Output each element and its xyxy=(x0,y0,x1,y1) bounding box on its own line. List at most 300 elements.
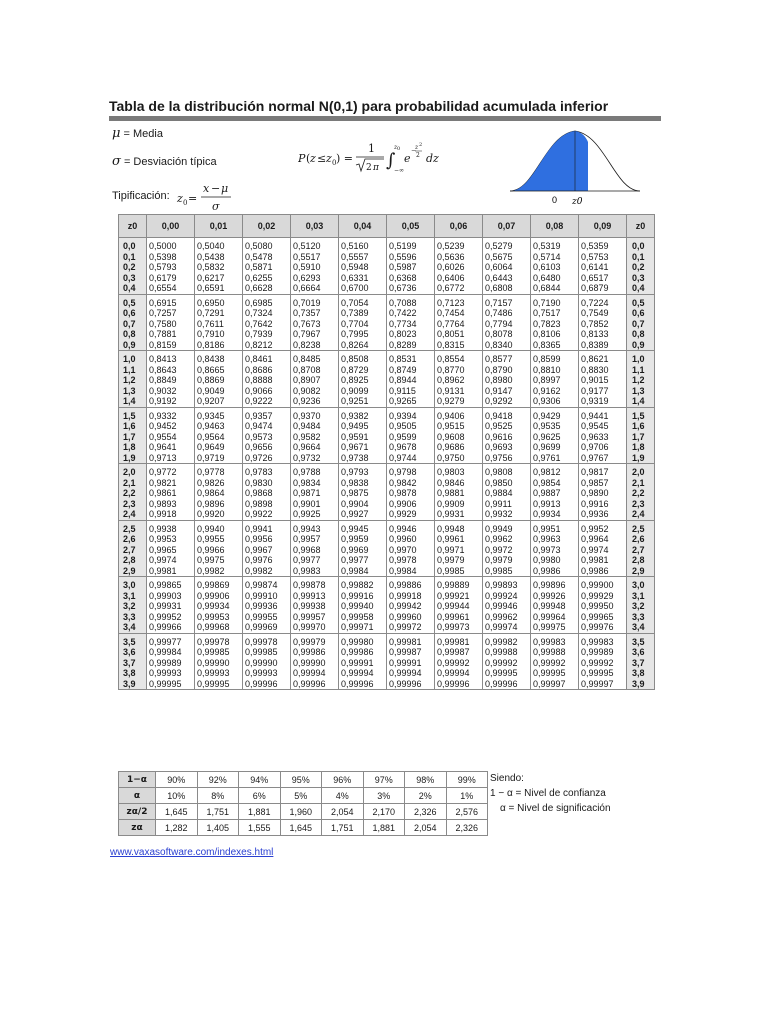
z-table-row xyxy=(119,351,655,365)
source-link[interactable]: www.vaxasoftware.com/indexes.html xyxy=(110,847,274,858)
z-table-cell: 0,9955 xyxy=(195,534,243,545)
z-table-cell: 0,9977 xyxy=(291,555,339,566)
z-table-cell: 0,9332 xyxy=(147,407,195,421)
z-table-cell: 0,99997 xyxy=(579,679,627,690)
z-table-cell: 0,99955 xyxy=(243,612,291,623)
confidence-table-cell: 1,960 xyxy=(280,804,322,820)
z-row-label-right: 0,6 xyxy=(627,308,655,319)
z-table-cell: 0,5120 xyxy=(291,238,339,252)
z-table-row xyxy=(119,647,655,658)
z-table-cell: 0,7967 xyxy=(291,329,339,340)
z-row-label: 1,1 xyxy=(119,365,147,376)
z-table-cell: 0,7852 xyxy=(579,319,627,330)
z-row-label-right: 1,0 xyxy=(627,351,655,365)
z-table-cell: 0,99869 xyxy=(195,577,243,591)
z-table-cell: 0,99973 xyxy=(435,622,483,633)
z-table-cell: 0,99964 xyxy=(531,612,579,623)
z-table-cell: 0,99944 xyxy=(435,601,483,612)
z-column-header: 0,02 xyxy=(243,215,291,238)
z-table-cell: 0,8078 xyxy=(483,329,531,340)
z-table-cell: 0,9980 xyxy=(531,555,579,566)
z-table-cell: 0,5636 xyxy=(435,252,483,263)
confidence-level-table xyxy=(118,771,488,836)
confidence-table-cell: 2,054 xyxy=(405,820,447,836)
z-row-label: 0,6 xyxy=(119,308,147,319)
z-table-cell: 0,8944 xyxy=(387,375,435,386)
z-table-cell: 0,9778 xyxy=(195,464,243,478)
z-table-cell: 0,9591 xyxy=(339,432,387,443)
z-row-label-right: 2,9 xyxy=(627,566,655,577)
z-table-cell: 0,6331 xyxy=(339,273,387,284)
z-table-cell: 0,9940 xyxy=(195,520,243,534)
z-row-label-right: 1,7 xyxy=(627,432,655,443)
z-table-cell: 0,9977 xyxy=(339,555,387,566)
confidence-table-cell: 5% xyxy=(280,788,322,804)
z-row-label-right: 0,5 xyxy=(627,294,655,308)
z-table-cell: 0,9976 xyxy=(243,555,291,566)
svg-text:2: 2 xyxy=(419,142,423,148)
z-row-label: 2,5 xyxy=(119,520,147,534)
z-table-cell: 0,5080 xyxy=(243,238,291,252)
z-table-cell: 0,99985 xyxy=(195,647,243,658)
z-table-cell: 0,9484 xyxy=(291,421,339,432)
confidence-table-cell: 1,881 xyxy=(239,804,281,820)
z-table-cell: 0,99921 xyxy=(435,591,483,602)
z-row-label: 2,4 xyxy=(119,509,147,520)
z-table-header-row xyxy=(119,215,655,238)
z-table-cell: 0,99965 xyxy=(579,612,627,623)
z-table-cell: 0,6664 xyxy=(291,283,339,294)
z-column-header: 0,06 xyxy=(435,215,483,238)
z-table-cell: 0,7088 xyxy=(387,294,435,308)
svg-text:2: 2 xyxy=(366,163,372,173)
z-table-cell: 0,9909 xyxy=(435,499,483,510)
z-table-cell: 0,9693 xyxy=(483,442,531,453)
z-table-cell: 0,99990 xyxy=(243,658,291,669)
z-table-cell: 0,7734 xyxy=(387,319,435,330)
z-table-cell: 0,9960 xyxy=(387,534,435,545)
z-table-cell: 0,9808 xyxy=(483,464,531,478)
z-table-row xyxy=(119,308,655,319)
z-table-cell: 0,9972 xyxy=(483,545,531,556)
z-table-cell: 0,9846 xyxy=(435,478,483,489)
z-row-label-right: 0,9 xyxy=(627,340,655,351)
z-row-label: 0,8 xyxy=(119,329,147,340)
z-table-cell: 0,8238 xyxy=(291,340,339,351)
z-table-cell: 0,8340 xyxy=(483,340,531,351)
z-table-cell: 0,7422 xyxy=(387,308,435,319)
z-table-cell: 0,6064 xyxy=(483,262,531,273)
confidence-table-cell: 2,326 xyxy=(405,804,447,820)
z-table-row xyxy=(119,633,655,647)
svg-text:z: z xyxy=(310,152,316,165)
mu-label: = Media xyxy=(123,128,163,140)
z-table-row xyxy=(119,478,655,489)
z-table-cell: 0,7019 xyxy=(291,294,339,308)
z-table-cell: 0,7157 xyxy=(483,294,531,308)
z-table-cell: 0,99993 xyxy=(147,668,195,679)
confidence-table-cell: 6% xyxy=(239,788,281,804)
z-table-row xyxy=(119,591,655,602)
z-table-cell: 0,7291 xyxy=(195,308,243,319)
z-table-cell: 0,6103 xyxy=(531,262,579,273)
z-table-cell: 0,9945 xyxy=(339,520,387,534)
z-table-cell: 0,9838 xyxy=(339,478,387,489)
z-table-cell: 0,9633 xyxy=(579,432,627,443)
z-row-label: 2,9 xyxy=(119,566,147,577)
z-table-cell: 0,9599 xyxy=(387,432,435,443)
z-table-cell: 0,9951 xyxy=(531,520,579,534)
confidence-table-row xyxy=(119,804,488,820)
z-table-cell: 0,8485 xyxy=(291,351,339,365)
z-table-cell: 0,6554 xyxy=(147,283,195,294)
z-table-cell: 0,9761 xyxy=(531,453,579,464)
z-table-cell: 0,9015 xyxy=(579,375,627,386)
z-table-cell: 0,6985 xyxy=(243,294,291,308)
z-table-cell: 0,9984 xyxy=(339,566,387,577)
z-table-cell: 0,99988 xyxy=(531,647,579,658)
z-table-cell: 0,7549 xyxy=(579,308,627,319)
z-row-label: 3,4 xyxy=(119,622,147,633)
z-row-label-right: 0,8 xyxy=(627,329,655,340)
z-table-cell: 0,99906 xyxy=(195,591,243,602)
z-table-cell: 0,9463 xyxy=(195,421,243,432)
z-table-cell: 0,9842 xyxy=(387,478,435,489)
z-table-container xyxy=(118,214,655,766)
svg-text:∫: ∫ xyxy=(386,150,396,171)
z-table-cell: 0,6879 xyxy=(579,283,627,294)
z-row-label-right: 3,0 xyxy=(627,577,655,591)
z-table-cell: 0,9830 xyxy=(243,478,291,489)
z-table-cell: 0,9943 xyxy=(291,520,339,534)
z-table-row xyxy=(119,442,655,453)
z-table-cell: 0,5557 xyxy=(339,252,387,263)
z-table-cell: 0,8133 xyxy=(579,329,627,340)
z-table-cell: 0,5000 xyxy=(147,238,195,252)
z-table-row xyxy=(119,545,655,556)
z-table-cell: 0,9207 xyxy=(195,396,243,407)
mu-symbol: μ xyxy=(112,126,121,141)
z-table-cell: 0,9934 xyxy=(531,509,579,520)
z-table-cell: 0,9726 xyxy=(243,453,291,464)
z-table-cell: 0,99984 xyxy=(147,647,195,658)
z-table-row xyxy=(119,386,655,397)
z-table-cell: 0,8577 xyxy=(483,351,531,365)
z-table-cell: 0,99990 xyxy=(291,658,339,669)
z-row-label: 0,0 xyxy=(119,238,147,252)
z-table-cell: 0,9767 xyxy=(579,453,627,464)
z-table-cell: 0,99972 xyxy=(387,622,435,633)
confidence-table-cell: 2% xyxy=(405,788,447,804)
z-table-cell: 0,99903 xyxy=(147,591,195,602)
z-corner-header-right: z0 xyxy=(627,215,655,238)
z-table-cell: 0,99975 xyxy=(531,622,579,633)
z-table-cell: 0,9664 xyxy=(291,442,339,453)
z-table-cell: 0,9890 xyxy=(579,488,627,499)
z-table-cell: 0,5040 xyxy=(195,238,243,252)
z-table-cell: 0,5478 xyxy=(243,252,291,263)
z-table-cell: 0,8365 xyxy=(531,340,579,351)
z-table-cell: 0,99995 xyxy=(483,668,531,679)
z-row-label-right: 3,2 xyxy=(627,601,655,612)
z-row-label: 1,5 xyxy=(119,407,147,421)
z-table-row xyxy=(119,319,655,330)
z-table-cell: 0,99986 xyxy=(291,647,339,658)
z-table-cell: 0,99918 xyxy=(387,591,435,602)
z-table-cell: 0,8554 xyxy=(435,351,483,365)
z-row-label: 0,5 xyxy=(119,294,147,308)
z-row-label: 2,6 xyxy=(119,534,147,545)
z-table-cell: 0,99983 xyxy=(579,633,627,647)
z-corner-header-left: z0 xyxy=(119,215,147,238)
z-table-cell: 0,8106 xyxy=(531,329,579,340)
z-table-cell: 0,7123 xyxy=(435,294,483,308)
z-table-cell: 0,9968 xyxy=(291,545,339,556)
z-table-cell: 0,99968 xyxy=(195,622,243,633)
confidence-row-label: zα/2 xyxy=(119,804,156,820)
svg-text:μ: μ xyxy=(221,182,229,195)
z-table-cell: 0,8790 xyxy=(483,365,531,376)
z-table-cell: 0,7054 xyxy=(339,294,387,308)
note-siendo: Siendo: xyxy=(490,773,524,784)
z-table-cell: 0,9985 xyxy=(435,566,483,577)
z-table-cell: 0,9904 xyxy=(339,499,387,510)
svg-text:−: − xyxy=(411,147,417,154)
z-table-cell: 0,9099 xyxy=(339,386,387,397)
z-table-cell: 0,8389 xyxy=(579,340,627,351)
svg-text:0: 0 xyxy=(183,199,188,207)
z-table-cell: 0,9913 xyxy=(531,499,579,510)
z-table-cell: 0,9429 xyxy=(531,407,579,421)
normal-curve-diagram xyxy=(510,127,640,205)
confidence-row-label: zα xyxy=(119,820,156,836)
z-table-cell: 0,99960 xyxy=(387,612,435,623)
z-table-cell: 0,99940 xyxy=(339,601,387,612)
z-table-cell: 0,9115 xyxy=(387,386,435,397)
z-table-cell: 0,9357 xyxy=(243,407,291,421)
z-table-cell: 0,9834 xyxy=(291,478,339,489)
confidence-table-cell: 3% xyxy=(363,788,405,804)
confidence-table-cell: 99% xyxy=(446,772,488,788)
z-row-label-right: 0,2 xyxy=(627,262,655,273)
z-table-cell: 0,99916 xyxy=(339,591,387,602)
z-table-cell: 0,9625 xyxy=(531,432,579,443)
z-table-cell: 0,9929 xyxy=(387,509,435,520)
z-table-row xyxy=(119,273,655,284)
z-table-cell: 0,9901 xyxy=(291,499,339,510)
z-table-cell: 0,8508 xyxy=(339,351,387,365)
z-table-cell: 0,9975 xyxy=(195,555,243,566)
z-table-cell: 0,9887 xyxy=(531,488,579,499)
z-row-label-right: 0,0 xyxy=(627,238,655,252)
z-table-cell: 0,7673 xyxy=(291,319,339,330)
z-row-label-right: 3,4 xyxy=(627,622,655,633)
svg-text:z: z xyxy=(326,152,332,165)
z-row-label: 2,8 xyxy=(119,555,147,566)
z-table-cell: 0,9927 xyxy=(339,509,387,520)
z-table-cell: 0,9772 xyxy=(147,464,195,478)
z-table-cell: 0,9706 xyxy=(579,442,627,453)
z-table-cell: 0,9922 xyxy=(243,509,291,520)
z-table-cell: 0,99976 xyxy=(579,622,627,633)
z-table-cell: 0,99961 xyxy=(435,612,483,623)
z-row-label: 2,1 xyxy=(119,478,147,489)
z-table-cell: 0,9979 xyxy=(483,555,531,566)
z-table-cell: 0,7939 xyxy=(243,329,291,340)
confidence-table-cell: 97% xyxy=(363,772,405,788)
z-table-cell: 0,99926 xyxy=(531,591,579,602)
z-table-cell: 0,9306 xyxy=(531,396,579,407)
z-table-cell: 0,5987 xyxy=(387,262,435,273)
z-table-cell: 0,6480 xyxy=(531,273,579,284)
z-column-header: 0,05 xyxy=(387,215,435,238)
sigma-symbol: σ xyxy=(112,154,121,169)
z-table-cell: 0,7881 xyxy=(147,329,195,340)
z-table-cell: 0,7642 xyxy=(243,319,291,330)
z-row-label: 3,6 xyxy=(119,647,147,658)
z-table-cell: 0,9854 xyxy=(531,478,579,489)
z-row-label: 1,7 xyxy=(119,432,147,443)
z-table-cell: 0,8186 xyxy=(195,340,243,351)
z-table-cell: 0,9236 xyxy=(291,396,339,407)
z-row-label-right: 1,6 xyxy=(627,421,655,432)
confidence-table-cell: 1,645 xyxy=(156,804,198,820)
z-table-cell: 0,9981 xyxy=(147,566,195,577)
tipificacion-formula xyxy=(175,180,265,216)
z-table-cell: 0,9292 xyxy=(483,396,531,407)
z-table-cell: 0,9864 xyxy=(195,488,243,499)
svg-text:0: 0 xyxy=(332,159,337,167)
z-row-label: 0,3 xyxy=(119,273,147,284)
z-row-label-right: 2,3 xyxy=(627,499,655,510)
z-table-cell: 0,99931 xyxy=(147,601,195,612)
svg-text:dz: dz xyxy=(426,152,439,165)
z-table-cell: 0,5596 xyxy=(387,252,435,263)
z-row-label-right: 2,0 xyxy=(627,464,655,478)
z-table-cell: 0,9953 xyxy=(147,534,195,545)
z-row-label: 0,1 xyxy=(119,252,147,263)
z-row-label: 1,0 xyxy=(119,351,147,365)
z-table-cell: 0,99995 xyxy=(579,668,627,679)
z-table-cell: 0,5239 xyxy=(435,238,483,252)
z-table-cell: 0,9938 xyxy=(147,520,195,534)
z-table-cell: 0,8413 xyxy=(147,351,195,365)
z-table-cell: 0,6844 xyxy=(531,283,579,294)
note-confianza: 1 − α = Nivel de confianza xyxy=(490,788,606,799)
z-table-cell: 0,9319 xyxy=(579,396,627,407)
z-table-cell: 0,9982 xyxy=(195,566,243,577)
z-column-header: 0,08 xyxy=(531,215,579,238)
z-table-cell: 0,9649 xyxy=(195,442,243,453)
z-table-cell: 0,8289 xyxy=(387,340,435,351)
z-table-cell: 0,9251 xyxy=(339,396,387,407)
confidence-table-cell: 1,881 xyxy=(363,820,405,836)
z-row-label-right: 0,7 xyxy=(627,319,655,330)
z-table-cell: 0,99969 xyxy=(243,622,291,633)
z-table-cell: 0,5793 xyxy=(147,262,195,273)
z-table-cell: 0,99924 xyxy=(483,591,531,602)
z-table-cell: 0,99996 xyxy=(435,679,483,690)
z-table-cell: 0,99987 xyxy=(435,647,483,658)
z-table-cell: 0,9946 xyxy=(387,520,435,534)
z-table-cell: 0,9738 xyxy=(339,453,387,464)
note-significacion: α = Nivel de significación xyxy=(500,803,611,814)
z-table-cell: 0,9884 xyxy=(483,488,531,499)
z-table-cell: 0,99996 xyxy=(387,679,435,690)
svg-text:z: z xyxy=(415,144,419,151)
z-table-cell: 0,9957 xyxy=(291,534,339,545)
z-table-cell: 0,9906 xyxy=(387,499,435,510)
z-table-cell: 0,9974 xyxy=(579,545,627,556)
z-row-label: 3,2 xyxy=(119,601,147,612)
z-table-row xyxy=(119,421,655,432)
z-table-cell: 0,99950 xyxy=(579,601,627,612)
z-table-row xyxy=(119,396,655,407)
svg-text:) =: ) = xyxy=(336,152,354,165)
z-table-cell: 0,6026 xyxy=(435,262,483,273)
z-table-cell: 0,9744 xyxy=(387,453,435,464)
svg-text:π: π xyxy=(373,163,379,173)
z-table-cell: 0,5753 xyxy=(579,252,627,263)
z-table-cell: 0,9573 xyxy=(243,432,291,443)
z-table-cell: 0,99987 xyxy=(387,647,435,658)
z-row-label-right: 1,5 xyxy=(627,407,655,421)
z-column-header: 0,04 xyxy=(339,215,387,238)
legend-std-dev xyxy=(112,154,217,169)
z-table-cell: 0,7764 xyxy=(435,319,483,330)
z-table-cell: 0,99974 xyxy=(483,622,531,633)
z-table-cell: 0,9925 xyxy=(291,509,339,520)
z-row-label-right: 1,1 xyxy=(627,365,655,376)
z-table-cell: 0,8643 xyxy=(147,365,195,376)
z-table-cell: 0,99878 xyxy=(291,577,339,591)
z-table-cell: 0,5438 xyxy=(195,252,243,263)
svg-text:−∞: −∞ xyxy=(394,167,405,174)
z-table-cell: 0,9911 xyxy=(483,499,531,510)
z-row-label-right: 3,1 xyxy=(627,591,655,602)
z-table-cell: 0,7324 xyxy=(243,308,291,319)
z-table-cell: 0,99992 xyxy=(579,658,627,669)
z-table-cell: 0,9452 xyxy=(147,421,195,432)
z-table-cell: 0,5279 xyxy=(483,238,531,252)
z-table-cell: 0,99900 xyxy=(579,577,627,591)
page-title: Tabla de la distribución normal N(0,1) para probabilidad acumulada inferior xyxy=(109,98,609,114)
z-table-cell: 0,99995 xyxy=(531,668,579,679)
z-table-cell: 0,8980 xyxy=(483,375,531,386)
z-table-cell: 0,8962 xyxy=(435,375,483,386)
z-table-cell: 0,7357 xyxy=(291,308,339,319)
z-table-cell: 0,5948 xyxy=(339,262,387,273)
confidence-table-row xyxy=(119,788,488,804)
z-table-cell: 0,99982 xyxy=(483,633,531,647)
z-table-cell: 0,5910 xyxy=(291,262,339,273)
z-table-row xyxy=(119,329,655,340)
svg-text:z: z xyxy=(177,192,183,205)
z-row-label-right: 2,5 xyxy=(627,520,655,534)
z-table-cell: 0,99993 xyxy=(195,668,243,679)
z-table-cell: 0,99865 xyxy=(147,577,195,591)
confidence-table-row xyxy=(119,772,488,788)
z-table-cell: 0,9066 xyxy=(243,386,291,397)
confidence-table-cell: 1,405 xyxy=(197,820,239,836)
confidence-table-cell: 1% xyxy=(446,788,488,804)
z-table-cell: 0,99979 xyxy=(291,633,339,647)
z-table-cell: 0,9984 xyxy=(387,566,435,577)
z-table-cell: 0,9986 xyxy=(579,566,627,577)
z-row-label-right: 3,7 xyxy=(627,658,655,669)
z-table-cell: 0,6950 xyxy=(195,294,243,308)
z-table-row xyxy=(119,555,655,566)
